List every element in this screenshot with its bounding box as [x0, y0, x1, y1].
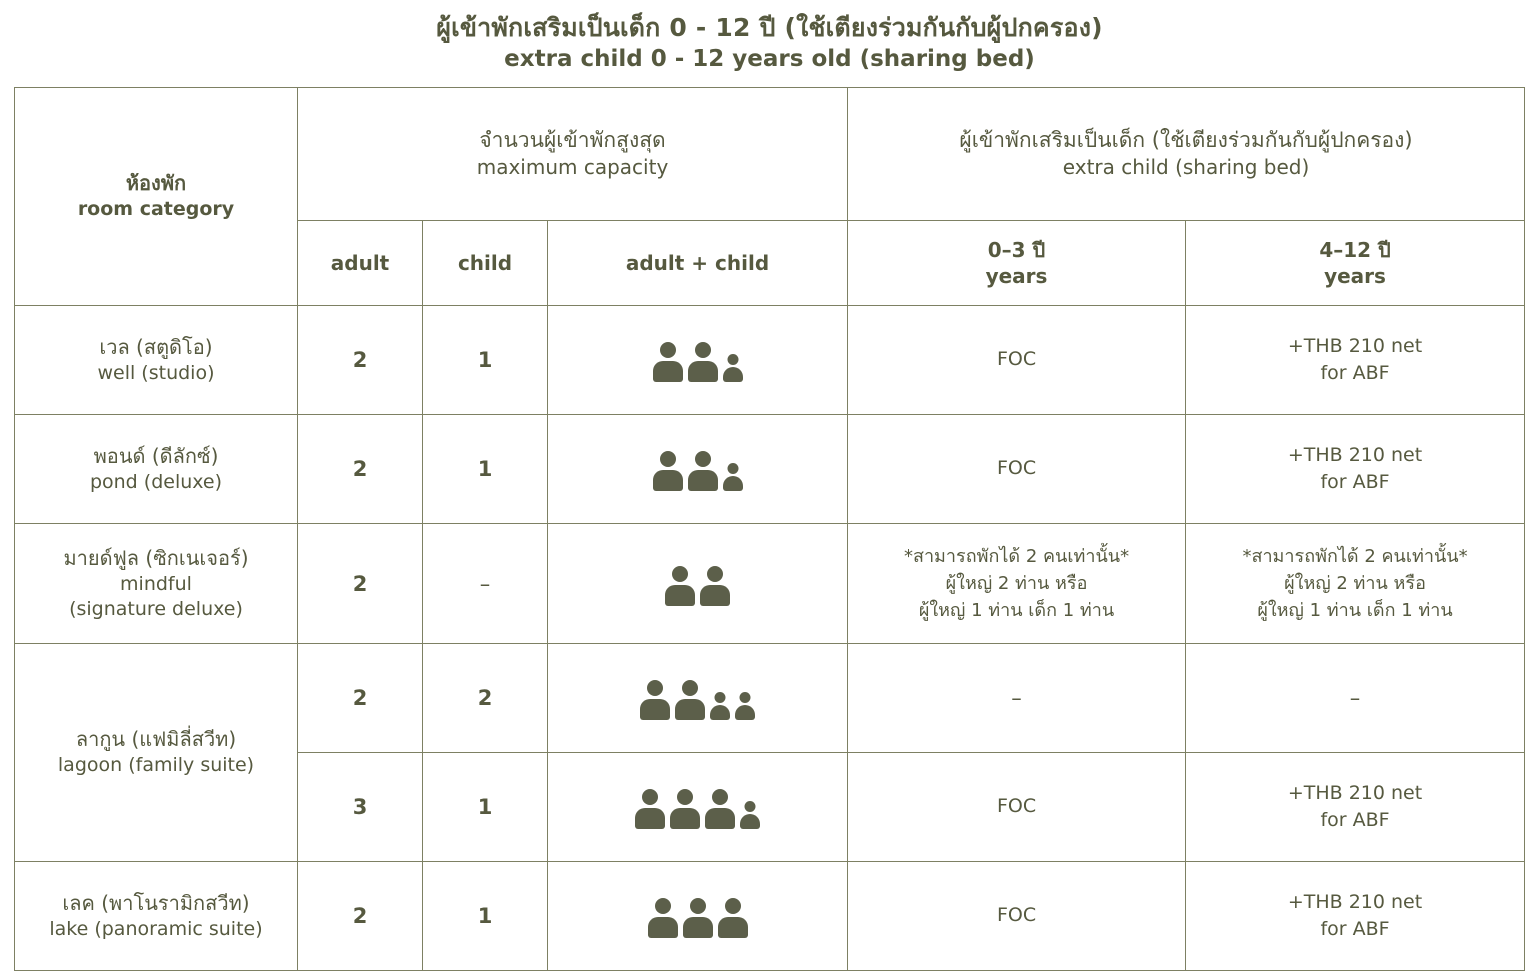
people-icon-group — [556, 785, 839, 829]
header-max-capacity-thai: จำนวนผู้เข้าพักสูงสุด — [479, 127, 666, 152]
age-0-3-cell — [848, 753, 1186, 862]
header-age-4-12-english: years — [1324, 264, 1386, 289]
rates-table — [14, 87, 1525, 971]
child-count-cell — [423, 306, 548, 415]
header-room-category-english: room category — [77, 198, 235, 221]
occupancy-icons-cell — [548, 306, 848, 415]
child-person-icon — [735, 692, 755, 720]
header-adult-child — [548, 221, 848, 306]
header-age-0-3-thai: 0–3 ปี — [987, 238, 1046, 263]
room-name-cell — [15, 524, 298, 644]
table-header-top-row — [15, 88, 1525, 221]
occupancy-icons-cell — [548, 415, 848, 524]
room-name-english: well (studio) — [97, 361, 215, 384]
header-age-4-12-thai: 4–12 ปี — [1319, 238, 1391, 263]
table-row — [15, 415, 1525, 524]
room-name-english: lagoon (family suite) — [57, 754, 255, 777]
age-4-12-value: – — [1349, 686, 1361, 711]
table-row — [15, 862, 1525, 971]
age-4-12-value-line1: +THB 210 net — [1287, 443, 1423, 466]
adult-count-cell — [298, 524, 423, 644]
people-icon-group — [556, 447, 839, 491]
adult-count-cell — [298, 862, 423, 971]
adult-count: 2 — [352, 348, 368, 373]
adult-person-icon — [700, 566, 730, 606]
occupancy-icons-cell — [548, 753, 848, 862]
age-4-12-value-line1: +THB 210 net — [1287, 781, 1423, 804]
page-title — [14, 12, 1525, 75]
room-name-thai: เลค (พาโนรามิกสวีท) — [62, 890, 250, 915]
adult-count: 2 — [352, 904, 368, 929]
adult-person-icon — [640, 680, 670, 720]
age-4-12-note-line3: ผู้ใหญ่ 1 ท่าน เด็ก 1 ท่าน — [1257, 600, 1453, 622]
header-adult-child-label: adult + child — [625, 251, 770, 276]
age-4-12-cell — [1186, 524, 1525, 644]
header-room-category-thai: ห้องพัก — [125, 171, 187, 196]
people-icon-group — [556, 338, 839, 382]
header-age-0-3-english: years — [985, 264, 1048, 289]
room-name-cell — [15, 862, 298, 971]
adult-person-icon — [665, 566, 695, 606]
child-count-cell — [423, 415, 548, 524]
age-0-3-note-line3: ผู้ใหญ่ 1 ท่าน เด็ก 1 ท่าน — [918, 600, 1115, 622]
adult-person-icon — [635, 789, 665, 829]
child-count: 1 — [477, 795, 493, 820]
table-row — [15, 306, 1525, 415]
table-row — [15, 524, 1525, 644]
adult-person-icon — [683, 898, 713, 938]
table-row — [15, 644, 1525, 753]
age-4-12-cell — [1186, 753, 1525, 862]
room-name-thai: เวล (สตูดิโอ) — [99, 334, 213, 359]
room-name-cell — [15, 644, 298, 862]
header-adult — [298, 221, 423, 306]
header-extra-child-english: extra child (sharing bed) — [1062, 155, 1310, 180]
header-max-capacity-english: maximum capacity — [476, 155, 669, 180]
adult-count-cell — [298, 415, 423, 524]
age-0-3-value: FOC — [996, 904, 1037, 927]
header-age-4-12 — [1186, 221, 1525, 306]
age-0-3-cell — [848, 644, 1186, 753]
age-4-12-cell — [1186, 415, 1525, 524]
adult-person-icon — [718, 898, 748, 938]
age-0-3-value: FOC — [996, 348, 1037, 371]
age-0-3-value: FOC — [996, 795, 1037, 818]
age-4-12-cell — [1186, 306, 1525, 415]
age-0-3-note-line2: ผู้ใหญ่ 2 ท่าน หรือ — [945, 573, 1088, 595]
header-adult-label: adult — [330, 251, 390, 276]
adult-count-cell — [298, 644, 423, 753]
age-4-12-value-line2: for ABF — [1320, 809, 1390, 832]
child-count-cell — [423, 524, 548, 644]
adult-count-cell — [298, 753, 423, 862]
page-title-english: extra child 0 - 12 years old (sharing bed) — [504, 46, 1035, 73]
room-name-thai: พอนด์ (ดีลักซ์) — [93, 443, 219, 468]
people-icon-group — [556, 894, 839, 938]
adult-count-cell — [298, 306, 423, 415]
age-0-3-note-line1: *สามารถพักได้ 2 คนเท่านั้น* — [903, 546, 1130, 568]
child-person-icon — [723, 354, 743, 382]
age-4-12-value-line2: for ABF — [1320, 362, 1390, 385]
occupancy-icons-cell — [548, 524, 848, 644]
adult-person-icon — [653, 342, 683, 382]
age-4-12-value-line2: for ABF — [1320, 918, 1390, 941]
adult-person-icon — [675, 680, 705, 720]
adult-count: 2 — [352, 686, 368, 711]
child-count: 1 — [477, 904, 493, 929]
child-count: 1 — [477, 457, 493, 482]
page-title-thai: ผู้เข้าพักเสริมเป็นเด็ก 0 - 12 ปี (ใช้เตียงร่วมกันกับผู้ปกครอง) — [436, 13, 1103, 42]
age-4-12-value-line2: for ABF — [1320, 471, 1390, 494]
child-count-cell — [423, 644, 548, 753]
child-person-icon — [710, 692, 730, 720]
child-person-icon — [740, 801, 760, 829]
adult-count: 2 — [352, 571, 368, 596]
child-count: 2 — [477, 686, 493, 711]
child-person-icon — [723, 463, 743, 491]
age-0-3-cell — [848, 862, 1186, 971]
age-4-12-value-line1: +THB 210 net — [1287, 890, 1423, 913]
occupancy-icons-cell — [548, 644, 848, 753]
header-room-category — [15, 88, 298, 306]
adult-count: 2 — [352, 457, 368, 482]
adult-person-icon — [648, 898, 678, 938]
age-0-3-cell — [848, 415, 1186, 524]
age-0-3-value: – — [1011, 686, 1022, 711]
room-name-thai: มายด์ฟูล (ซิกเนเจอร์) — [63, 545, 249, 570]
age-0-3-cell — [848, 306, 1186, 415]
child-count-cell — [423, 753, 548, 862]
age-4-12-note-line2: ผู้ใหญ่ 2 ท่าน หรือ — [1284, 573, 1426, 595]
adult-person-icon — [705, 789, 735, 829]
occupancy-icons-cell — [548, 862, 848, 971]
header-child — [423, 221, 548, 306]
child-count: – — [479, 571, 491, 596]
age-4-12-value-line1: +THB 210 net — [1287, 334, 1423, 357]
header-max-capacity — [298, 88, 848, 221]
room-name-english: pond (deluxe) — [89, 470, 223, 493]
adult-person-icon — [653, 451, 683, 491]
room-name-english-secondary: (signature deluxe) — [69, 598, 243, 621]
age-4-12-cell — [1186, 644, 1525, 753]
people-icon-group — [556, 676, 839, 720]
header-extra-child — [848, 88, 1525, 221]
header-child-label: child — [457, 251, 513, 276]
adult-count: 3 — [352, 795, 368, 820]
child-count: 1 — [477, 348, 493, 373]
room-name-thai: ลากูน (แฟมิลี่สวีท) — [75, 727, 237, 752]
age-0-3-cell — [848, 524, 1186, 644]
child-count-cell — [423, 862, 548, 971]
room-name-cell — [15, 415, 298, 524]
room-name-english: mindful — [120, 572, 192, 595]
age-0-3-value: FOC — [996, 457, 1037, 480]
age-4-12-note-line1: *สามารถพักได้ 2 คนเท่านั้น* — [1242, 546, 1468, 568]
age-4-12-cell — [1186, 862, 1525, 971]
header-extra-child-thai: ผู้เข้าพักเสริมเป็นเด็ก (ใช้เตียงร่วมกันกับผู้ปกครอง) — [959, 127, 1413, 152]
room-name-cell — [15, 306, 298, 415]
people-icon-group — [556, 562, 839, 606]
room-name-english: lake (panoramic suite) — [49, 917, 263, 940]
adult-person-icon — [688, 451, 718, 491]
header-age-0-3 — [848, 221, 1186, 306]
adult-person-icon — [688, 342, 718, 382]
adult-person-icon — [670, 789, 700, 829]
